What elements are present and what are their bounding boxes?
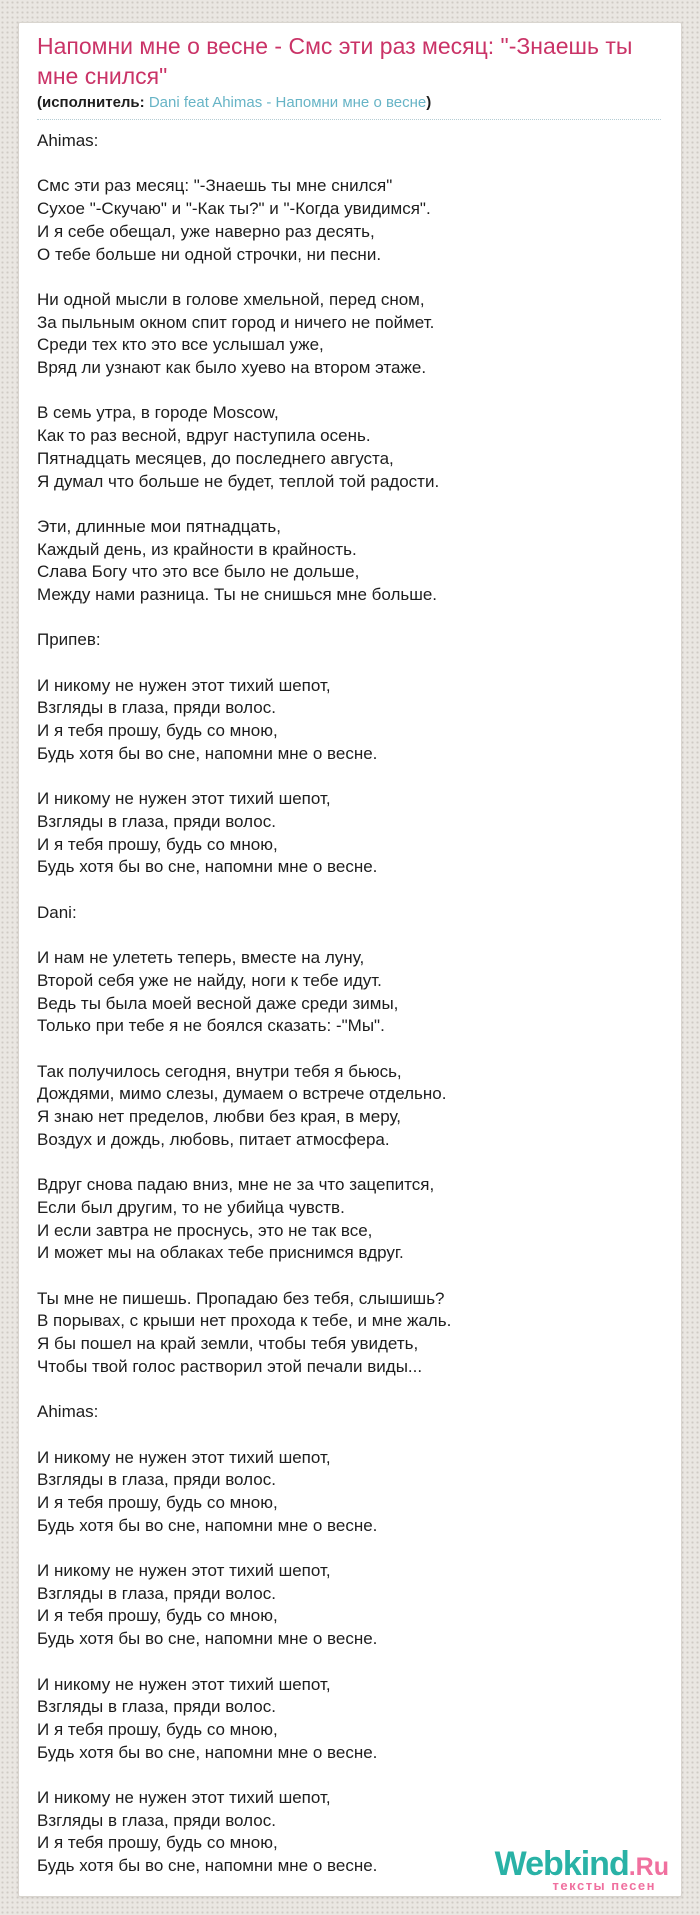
site-logo-tagline: тексты песен <box>552 1878 656 1893</box>
lyric-line: Если был другим, то не убийца чувств. <box>37 1197 345 1217</box>
lyric-line: И никому не нужен этот тихий шепот, <box>37 789 331 809</box>
artist-label: (исполнитель: <box>37 94 145 111</box>
lyric-line: Только при тебе я не боялся сказать: -"Мы". <box>37 1016 385 1036</box>
lyric-stanza <box>37 788 661 879</box>
lyric-line: Ahimas: <box>37 131 99 150</box>
lyric-line: Дождями, мимо слезы, думаем о встрече отдельно. <box>37 1084 447 1104</box>
lyric-stanza <box>37 130 661 153</box>
lyric-line: И я тебя прошу, будь со мною, <box>37 721 278 741</box>
lyric-line: Среди тех кто это все услышал уже, <box>37 335 324 355</box>
lyric-line: Каждый день, из крайности в крайность. <box>37 539 357 559</box>
lyric-stanza <box>37 1560 661 1651</box>
lyric-line: Ни одной мысли в голове хмельной, перед сном, <box>37 289 425 309</box>
lyric-line: В семь утра, в городе Moscow, <box>37 403 279 423</box>
lyric-line: Взгляды в глаза, пряди волос. <box>37 1583 276 1603</box>
lyric-stanza <box>37 289 661 380</box>
lyric-line: И никому не нужен этот тихий шепот, <box>37 1674 331 1694</box>
lyric-line: Сухое "-Скучаю" и "-Как ты?" и "-Когда увидимся". <box>37 199 431 219</box>
lyric-line: Взгляды в глаза, пряди волос. <box>37 1470 276 1490</box>
lyric-stanza <box>37 402 661 493</box>
lyric-line: И никому не нужен этот тихий шепот, <box>37 1788 331 1808</box>
artist-link[interactable]: Dani feat Ahimas - Напомни мне о весне <box>148 94 427 111</box>
lyric-stanza <box>37 902 661 925</box>
lyric-line: В порывах, с крыши нет прохода к тебе, и мне жаль. <box>37 1311 452 1331</box>
lyric-line: Взгляды в глаза, пряди волос. <box>37 1810 276 1830</box>
lyric-line: Ведь ты была моей весной даже среди зимы, <box>37 993 399 1013</box>
lyric-line: И никому не нужен этот тихий шепот, <box>37 675 331 695</box>
lyric-line: И если завтра не проснусь, это не так все, <box>37 1220 373 1240</box>
artist-line <box>37 95 661 120</box>
lyric-line: Ahimas: <box>37 1402 99 1422</box>
lyric-line: Второй себя уже не найду, ноги к тебе идут. <box>37 970 382 990</box>
lyric-line: Припев: <box>37 630 101 650</box>
lyric-line: Будь хотя бы во сне, напомни мне о весне. <box>37 1629 378 1649</box>
lyric-line: Будь хотя бы во сне, напомни мне о весне. <box>37 743 378 763</box>
lyrics-card <box>18 22 682 1897</box>
lyrics-text <box>37 130 661 1878</box>
lyric-line: За пыльным окном спит город и ничего не поймет. <box>37 312 435 332</box>
lyric-line: Ты мне не пишешь. Пропадаю без тебя, слышишь? <box>37 1288 445 1308</box>
lyric-line: Будь хотя бы во сне, напомни мне о весне. <box>37 1856 378 1876</box>
lyric-line: Чтобы твой голос растворил этой печали виды... <box>37 1356 423 1376</box>
site-logo-name: Webkind <box>494 1845 629 1883</box>
lyric-line: Взгляды в глаза, пряди волос. <box>37 1697 276 1717</box>
lyric-stanza <box>37 1061 661 1152</box>
lyric-line: Я знаю нет пределов, любви без края, в меру, <box>37 1107 401 1127</box>
lyric-line: Будь хотя бы во сне, напомни мне о весне. <box>37 1515 378 1535</box>
lyric-line: Смс эти раз месяц: "-Знаешь ты мне снился" <box>37 176 393 196</box>
lyric-line: И никому не нужен этот тихий шепот, <box>37 1447 331 1467</box>
lyric-line: Воздух и дождь, любовь, питает атмосфера. <box>37 1129 390 1149</box>
lyric-line: Пятнадцать месяцев, до последнего августа, <box>37 448 394 468</box>
lyric-line: И я тебя прошу, будь со мною, <box>37 834 278 854</box>
lyric-stanza <box>37 675 661 766</box>
lyric-line: И может мы на облаках тебе приснимся вдруг. <box>37 1243 404 1263</box>
lyric-line: И я тебя прошу, будь со мною, <box>37 1719 278 1739</box>
lyric-line: И никому не нужен этот тихий шепот, <box>37 1561 331 1581</box>
lyric-line: Будь хотя бы во сне, напомни мне о весне. <box>37 1742 378 1762</box>
lyric-stanza <box>37 1447 661 1538</box>
lyric-stanza <box>37 1674 661 1765</box>
lyric-line: Слава Богу что это все было не дольше, <box>37 562 360 582</box>
lyric-stanza <box>37 1288 661 1379</box>
lyric-line: Я думал что больше не будет, теплой той радости. <box>37 471 440 491</box>
lyric-line: Эти, длинные мои пятнадцать, <box>37 516 281 536</box>
lyric-line: Взгляды в глаза, пряди волос. <box>37 698 276 718</box>
site-logo[interactable] <box>495 1847 669 1892</box>
lyric-stanza <box>37 947 661 1038</box>
lyric-line: Как то раз весной, вдруг наступила осень. <box>37 426 371 446</box>
lyric-stanza <box>37 1174 661 1265</box>
lyric-line: И я тебя прошу, будь со мною, <box>37 1606 278 1626</box>
lyric-line: И я тебя прошу, будь со мною, <box>37 1833 278 1853</box>
lyric-line: Взгляды в глаза, пряди волос. <box>37 811 276 831</box>
page-title: Напомни мне о весне - Смс эти раз месяц: "-Знаешь ты мне снился" <box>37 33 633 89</box>
lyric-line: И нам не улететь теперь, вместе на луну, <box>37 948 365 968</box>
lyric-line: Вряд ли узнают как было хуево на втором этаже. <box>37 358 427 377</box>
lyric-line: Будь хотя бы во сне, напомни мне о весне. <box>37 857 378 877</box>
lyric-line: Между нами разница. Ты не снишься мне больше. <box>37 585 438 604</box>
lyric-line: Я бы пошел на край земли, чтобы тебя увидеть, <box>37 1334 419 1354</box>
lyric-stanza <box>37 516 661 607</box>
lyric-line: Так получилось сегодня, внутри тебя я бьюсь, <box>37 1061 402 1081</box>
lyric-line: О тебе больше ни одной строчки, ни песни. <box>37 244 382 264</box>
lyric-stanza <box>37 1401 661 1424</box>
lyric-stanza <box>37 629 661 652</box>
lyric-line: И я тебя прошу, будь со мною, <box>37 1492 278 1512</box>
site-logo-tld: .Ru <box>628 1853 669 1881</box>
card-inner <box>19 23 681 1878</box>
artist-label-close: ) <box>426 94 432 111</box>
lyric-line: Вдруг снова падаю вниз, мне не за что зацепится, <box>37 1175 435 1195</box>
lyric-stanza <box>37 175 661 266</box>
lyric-line: Dani: <box>37 902 77 922</box>
lyric-line: И я себе обещал, уже наверно раз десять, <box>37 221 375 241</box>
